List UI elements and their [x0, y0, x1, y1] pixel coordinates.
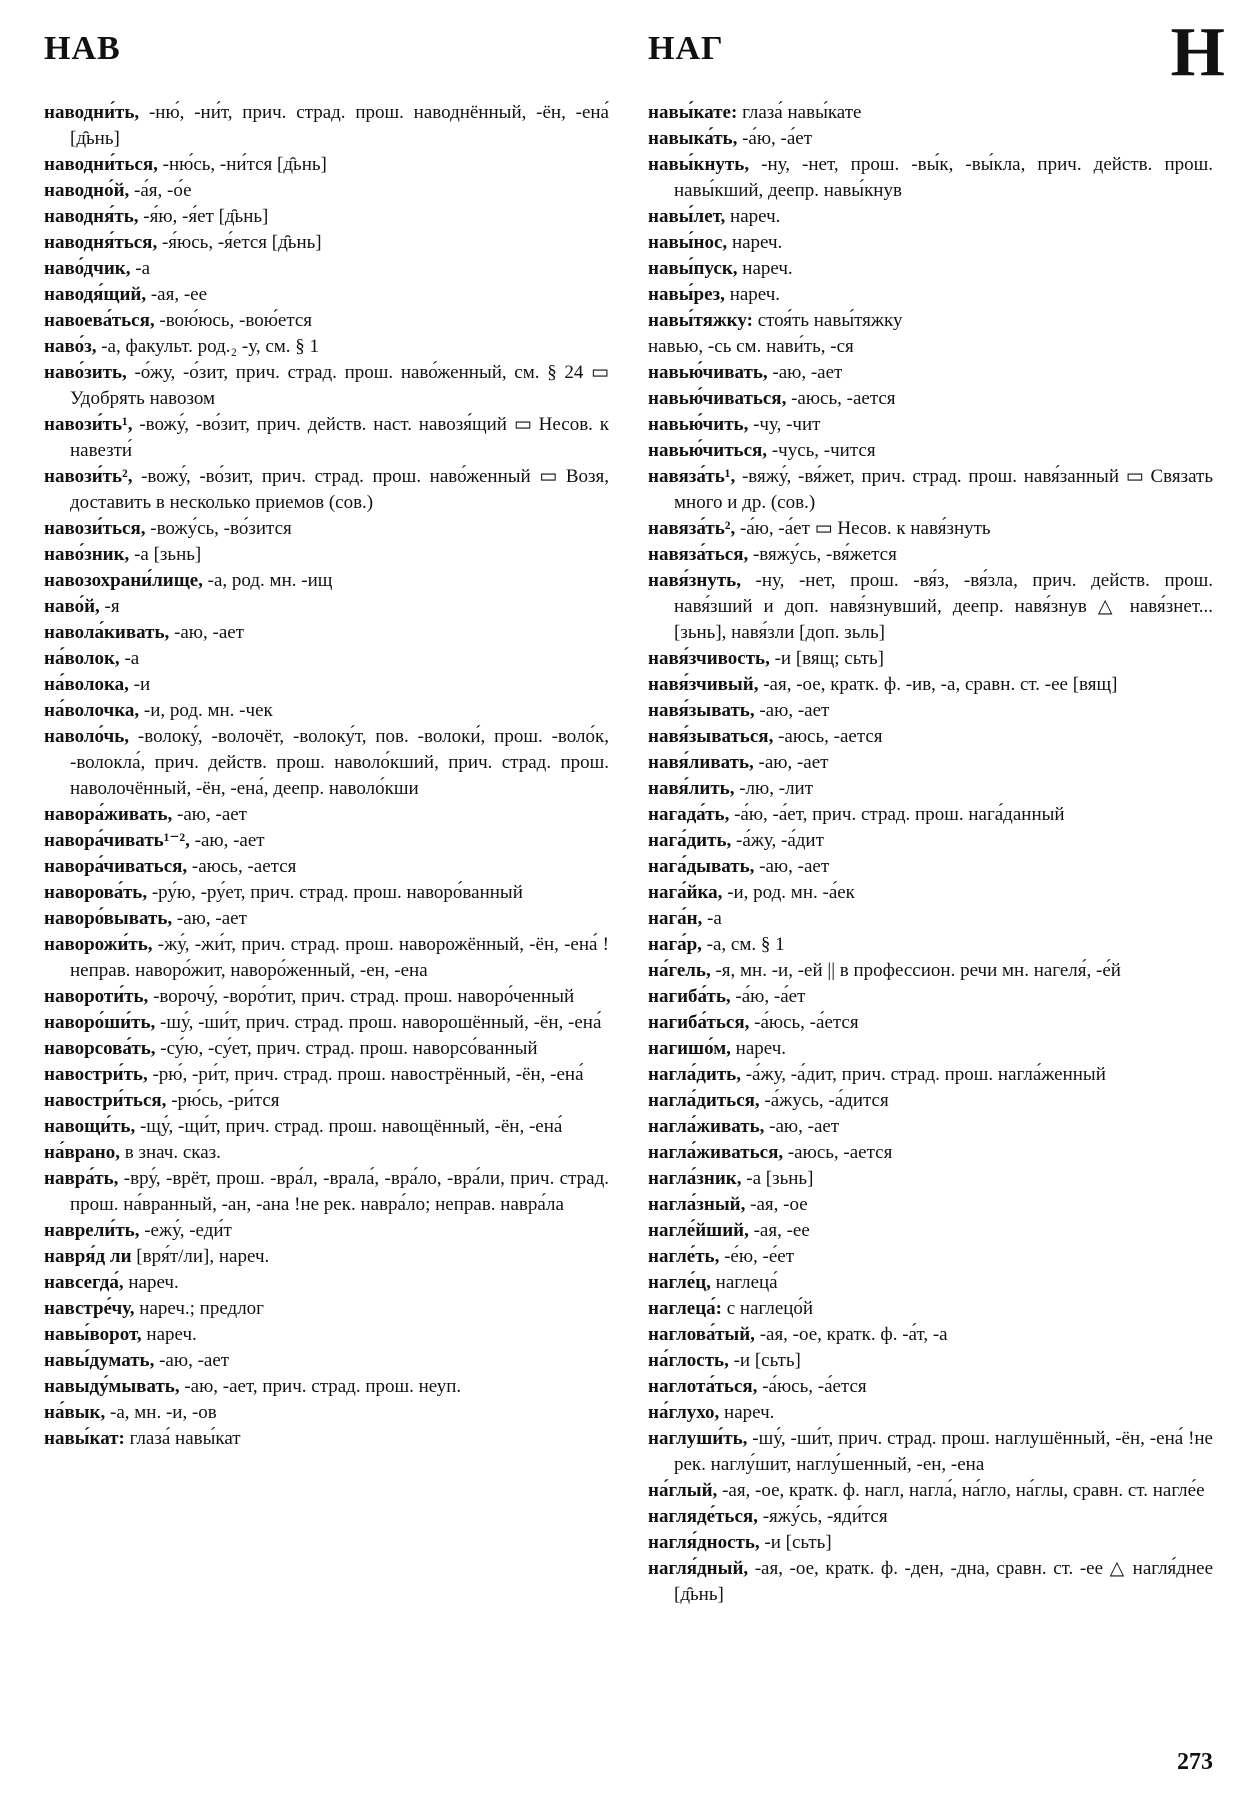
entry-forms: -а́жусь, -а́дится — [759, 1090, 889, 1111]
entry-headword: нагла́зник, — [648, 1168, 742, 1189]
entry-headword: навью́читься, — [648, 440, 768, 461]
entry-headword: нагла́диться, — [648, 1090, 760, 1111]
entry-forms: -а, см. § 1 — [701, 934, 785, 955]
entry-forms: -о́жу, -о́зит, прич. страд. прош. наво́женный, см. § 24 ▭ Удобрять навозом — [70, 362, 609, 409]
dictionary-entry — [44, 1166, 609, 1218]
entry-forms: -ворочу́, -воро́тит, прич. страд. прош. наворо́ченный — [148, 986, 575, 1007]
dictionary-entry — [648, 464, 1213, 516]
dictionary-entry — [44, 932, 609, 984]
dictionary-entry — [648, 1530, 1213, 1556]
dictionary-entry — [44, 1062, 609, 1088]
entry-headword: навора́чиваться, — [44, 856, 188, 877]
entry-headword: наврели́ть, — [44, 1220, 140, 1241]
dictionary-entry — [44, 1036, 609, 1062]
entry-forms: -аюсь, -ается — [786, 388, 896, 409]
entry-forms: -вяжу́сь, -вя́жется — [748, 544, 897, 565]
dictionary-entry — [648, 828, 1213, 854]
entry-headword: наворо́вывать, — [44, 908, 173, 929]
entry-forms: -вою́юсь, -вою́ется — [154, 310, 313, 331]
entry-forms: -и, род. мн. -чек — [139, 700, 273, 721]
section-letter: Н — [1170, 14, 1225, 91]
entry-forms: нареч. — [727, 232, 783, 253]
dictionary-entry — [648, 568, 1213, 646]
dictionary-entry — [44, 1218, 609, 1244]
entry-forms: -аюсь, -ается — [773, 726, 883, 747]
dictionary-entry — [44, 542, 609, 568]
dictionary-entry — [648, 152, 1213, 204]
entry-headword: навря́д ли — [44, 1246, 132, 1267]
entry-forms: -вяжу́, -вя́жет, прич. страд. прош. навя́занный ▭ Связать много и др. (сов.) — [674, 466, 1213, 513]
entry-headword: навола́кивать, — [44, 622, 170, 643]
entry-headword: нага́р, — [648, 934, 702, 955]
dictionary-entry — [44, 178, 609, 204]
entry-forms: -аю, -ает — [154, 1350, 230, 1371]
entry-forms: -и [сьть] — [759, 1532, 832, 1553]
entry-headword: навози́ть², — [44, 466, 133, 487]
dictionary-entry — [44, 308, 609, 334]
entry-headword: наглова́тый, — [648, 1324, 755, 1345]
entry-forms: -аю, -ает — [172, 908, 247, 929]
dictionary-entry — [648, 1010, 1213, 1036]
entry-forms: -лю, -лит — [734, 778, 814, 799]
right-column — [648, 100, 1213, 1608]
entry-forms: -аю, -ает — [189, 830, 265, 851]
entry-headword: навяза́ться, — [648, 544, 749, 565]
entry-forms: нареч.; предлог — [134, 1298, 264, 1319]
entry-headword: навора́чивать¹⁻², — [44, 830, 190, 851]
dictionary-entry — [44, 1270, 609, 1296]
entry-headword: наглуши́ть, — [648, 1428, 748, 1449]
entry-headword: на́волок, — [44, 648, 120, 669]
entry-forms: -а́жу, -а́дит — [731, 830, 824, 851]
entry-forms: -а [зьнь] — [741, 1168, 814, 1189]
entry-forms: -ая, -ое, кратк. ф. -ив, -а, сравн. ст. -ее [вящ] — [758, 674, 1118, 695]
running-head-left: НАВ — [44, 30, 121, 67]
dictionary-entry — [648, 776, 1213, 802]
dictionary-entry — [648, 724, 1213, 750]
entry-headword: навы́пуск, — [648, 258, 738, 279]
entry-headword: навози́ться, — [44, 518, 146, 539]
entry-headword: нагиба́ть, — [648, 986, 731, 1007]
dictionary-entry — [648, 1400, 1213, 1426]
entry-headword: на́вык, — [44, 1402, 106, 1423]
dictionary-entry — [648, 1192, 1213, 1218]
entry-forms: наглеца́ — [710, 1272, 778, 1293]
entry-headword: навя́лить, — [648, 778, 735, 799]
entry-forms: -яжу́сь, -яди́тся — [757, 1506, 888, 1527]
entry-headword: навя́зываться, — [648, 726, 774, 747]
entry-headword: навы́ворот, — [44, 1324, 142, 1345]
entry-headword: наводя́щий, — [44, 284, 147, 305]
dictionary-entry — [648, 100, 1213, 126]
entry-forms: -ая, -ее — [748, 1220, 810, 1241]
entry-forms: -вру́, -врёт, прош. -вра́л, -врала́, -вра́ло, -вра́ли, прич. страд. прош. на́вранный, -ан, -ана !не рек. навра́ло; неправ. навра́ла — [70, 1168, 609, 1215]
entry-headword: навя́ливать, — [648, 752, 754, 773]
entry-headword: наволо́чь, — [44, 726, 130, 747]
dictionary-entry — [648, 750, 1213, 776]
entry-forms: -а́ю, -а́ет ▭ Несов. к навя́знуть — [735, 518, 991, 539]
entry-forms: -аю, -ает — [169, 622, 244, 643]
entry-headword: нагля́дный, — [648, 1558, 749, 1579]
entry-forms: нареч. — [141, 1324, 197, 1345]
dictionary-entry — [648, 984, 1213, 1010]
entry-forms: -и [сьть] — [728, 1350, 801, 1371]
entry-headword: навя́зывать, — [648, 700, 755, 721]
entry-headword: нагла́живать, — [648, 1116, 765, 1137]
dictionary-entry — [44, 1322, 609, 1348]
entry-forms: -а — [702, 908, 722, 929]
entry-headword: наглеца́: — [648, 1298, 722, 1319]
running-head-right: НАГ — [648, 30, 724, 67]
dictionary-entry — [648, 1322, 1213, 1348]
entry-headword: навя́знуть, — [648, 570, 741, 591]
dictionary-entry — [648, 230, 1213, 256]
dictionary-entry — [648, 672, 1213, 698]
entry-forms: -а́юсь, -а́ется — [749, 1012, 859, 1033]
entry-headword: наворова́ть, — [44, 882, 148, 903]
entry-headword: на́глость, — [648, 1350, 729, 1371]
entry-forms: -е́ю, -е́ет — [719, 1246, 795, 1267]
entry-forms: навью, -сь см. нави́ть, -ся — [648, 336, 854, 357]
dictionary-entry — [648, 438, 1213, 464]
dictionary-entry — [648, 334, 1213, 360]
entry-forms: -я — [99, 596, 120, 617]
entry-headword: на́волока, — [44, 674, 129, 695]
entry-forms: -а́ю, -а́ет — [730, 986, 806, 1007]
entry-headword: наводня́ться, — [44, 232, 158, 253]
entry-forms: глаза́ навы́кат — [124, 1428, 241, 1449]
entry-forms: -а, мн. -и, -ов — [105, 1402, 217, 1423]
dictionary-entry — [648, 516, 1213, 542]
entry-forms: -я́ю, -я́ет [д̑ьнь] — [138, 206, 269, 227]
entry-headword: навью́чить, — [648, 414, 749, 435]
dictionary-entry — [44, 516, 609, 542]
entry-forms: нареч. — [730, 1038, 787, 1059]
left-column — [44, 100, 609, 1452]
dictionary-entry — [44, 880, 609, 906]
entry-forms: -вожу́, -во́зит, прич. страд. прош. наво́женный ▭ Возя, доставить в несколько приемов (сов.) — [70, 466, 609, 513]
entry-headword: навы́кнуть, — [648, 154, 750, 175]
entry-headword: нагиба́ться, — [648, 1012, 750, 1033]
dictionary-entry — [44, 568, 609, 594]
entry-forms: -а [зьнь] — [129, 544, 202, 565]
entry-forms: нареч. — [123, 1272, 179, 1293]
entry-forms: -а́юсь, -а́ется — [757, 1376, 867, 1397]
entry-headword: навы́нос, — [648, 232, 728, 253]
entry-headword: навы́кат: — [44, 1428, 125, 1449]
dictionary-entry — [648, 1426, 1213, 1478]
entry-headword: на́глый, — [648, 1480, 718, 1501]
dictionary-entry — [648, 698, 1213, 724]
entry-headword: наво́зник, — [44, 544, 130, 565]
entry-forms: в знач. сказ. — [119, 1142, 221, 1163]
entry-forms: -а́жу, -а́дит, прич. страд. прош. нагла́женный — [740, 1064, 1106, 1085]
dictionary-entry — [44, 1244, 609, 1270]
entry-forms: нареч. — [719, 1402, 775, 1423]
dictionary-entry — [648, 646, 1213, 672]
entry-forms: -аюсь, -ается — [783, 1142, 893, 1163]
entry-headword: наворо́ши́ть, — [44, 1012, 156, 1033]
dictionary-entry — [44, 464, 609, 516]
dictionary-entry — [44, 256, 609, 282]
entry-headword: навью́чивать, — [648, 362, 768, 383]
dictionary-entry — [648, 542, 1213, 568]
entry-headword: на́врано, — [44, 1142, 120, 1163]
entry-forms: -жу́, -жи́т, прич. страд. прош. наворожённый, -ён, -ена́ !неправ. наворо́жит, наворо́женный, -ен, -ена — [70, 934, 609, 981]
entry-headword: наво́з, — [44, 336, 97, 357]
dictionary-entry — [648, 1504, 1213, 1530]
entry-forms: -аю, -ает — [753, 752, 829, 773]
entry-headword: наворсова́ть, — [44, 1038, 156, 1059]
entry-forms: стоя́ть навы́тяжку — [752, 310, 903, 331]
dictionary-entry — [648, 802, 1213, 828]
entry-headword: наворожи́ть, — [44, 934, 153, 955]
entry-headword: навя́зчивость, — [648, 648, 770, 669]
dictionary-entry — [44, 802, 609, 828]
entry-forms: -ая, -ое, кратк. ф. -а́т, -а — [754, 1324, 948, 1345]
entry-forms: -ру́ю, -ру́ет, прич. страд. прош. наворо́ванный — [147, 882, 523, 903]
entry-forms: -и [вящ; сьть] — [769, 648, 884, 669]
entry-forms: -ню́, -ни́т, прич. страд. прош. наводнённый, -ён, -ена́ [д̑ьнь] — [70, 102, 609, 149]
dictionary-entry — [648, 1140, 1213, 1166]
entry-headword: нагляде́ться, — [648, 1506, 758, 1527]
dictionary-entry — [44, 1400, 609, 1426]
dictionary-entry — [648, 1244, 1213, 1270]
entry-headword: навощи́ть, — [44, 1116, 136, 1137]
dictionary-entry — [44, 1348, 609, 1374]
dictionary-entry — [44, 828, 609, 854]
entry-headword: навстре́чу, — [44, 1298, 135, 1319]
entry-headword: навостри́ться, — [44, 1090, 167, 1111]
entry-headword: нагла́зный, — [648, 1194, 746, 1215]
entry-forms: -а́я, -о́е — [129, 180, 192, 201]
dictionary-entry — [44, 230, 609, 256]
entry-headword: навыка́ть, — [648, 128, 738, 149]
entry-forms: -а́ю, -а́ет, прич. страд. прош. нага́данный — [729, 804, 1065, 825]
entry-forms: -аю, -ает — [767, 362, 843, 383]
entry-headword: наводни́ться, — [44, 154, 158, 175]
entry-headword: наво́й, — [44, 596, 100, 617]
entry-forms: -щу́, -щи́т, прич. страд. прош. навощённый, -ён, -ена́ — [135, 1116, 563, 1137]
dictionary-entry — [648, 360, 1213, 386]
entry-headword: навозохрани́лище, — [44, 570, 203, 591]
dictionary-entry — [648, 1218, 1213, 1244]
entry-forms: глаза́ навы́кате — [737, 102, 862, 123]
entry-headword: навороти́ть, — [44, 986, 149, 1007]
entry-headword: навози́ть¹, — [44, 414, 133, 435]
dictionary-entry — [44, 1296, 609, 1322]
entry-headword: нага́йка, — [648, 882, 723, 903]
dictionary-entry — [44, 1088, 609, 1114]
entry-forms: -а — [119, 648, 140, 669]
entry-forms: -ая, -ое, кратк. ф. нагл, нагла́, на́гло, на́глы, сравн. ст. нагле́е — [717, 1480, 1205, 1501]
entry-headword: навора́живать, — [44, 804, 173, 825]
dictionary-entry — [44, 620, 609, 646]
dictionary-entry — [44, 594, 609, 620]
dictionary-entry — [44, 100, 609, 152]
entry-headword: нагля́дность, — [648, 1532, 760, 1553]
entry-forms: -аю, -ает — [172, 804, 247, 825]
dictionary-entry — [648, 1270, 1213, 1296]
dictionary-entry — [44, 204, 609, 230]
dictionary-entry — [648, 412, 1213, 438]
entry-headword: навы́рез, — [648, 284, 725, 305]
entry-headword: нагле́ть, — [648, 1246, 720, 1267]
entry-forms: -ая, -ое — [745, 1194, 808, 1215]
entry-forms: -чусь, -чится — [767, 440, 876, 461]
entry-headword: наводни́ть, — [44, 102, 140, 123]
entry-headword: наво́дчик, — [44, 258, 131, 279]
entry-headword: навяза́ть¹, — [648, 466, 736, 487]
entry-forms: -я, мн. -и, -ей || в профессион. речи мн. нагеля́, -е́й — [710, 960, 1121, 981]
entry-headword: навыду́мывать, — [44, 1376, 180, 1397]
dictionary-entry — [648, 1296, 1213, 1322]
entry-forms: -а, род. мн. -ищ — [202, 570, 333, 591]
entry-headword: навы́думать, — [44, 1350, 155, 1371]
dictionary-entry — [44, 698, 609, 724]
dictionary-entry — [44, 1114, 609, 1140]
entry-headword: навы́лет, — [648, 206, 726, 227]
entry-forms: нареч. — [737, 258, 793, 279]
entry-forms: -а — [130, 258, 151, 279]
dictionary-entry — [648, 880, 1213, 906]
entry-headword: навра́ть, — [44, 1168, 119, 1189]
dictionary-entry — [648, 1062, 1213, 1088]
entry-forms: -ню́сь, -ни́тся [д̑ьнь] — [157, 154, 327, 175]
entry-forms: -чу, -чит — [748, 414, 821, 435]
entry-forms: -аюсь, -ается — [187, 856, 297, 877]
dictionary-entry — [648, 126, 1213, 152]
dictionary-entry — [44, 152, 609, 178]
entry-headword: нагишо́м, — [648, 1038, 731, 1059]
dictionary-entry — [44, 984, 609, 1010]
entry-forms: -ежу́, -еди́т — [139, 1220, 232, 1241]
dictionary-entry — [648, 932, 1213, 958]
entry-forms: нареч. — [724, 284, 781, 305]
entry-headword: нага́н, — [648, 908, 703, 929]
entry-headword: навью́чиваться, — [648, 388, 787, 409]
entry-forms: -ая, -ее — [146, 284, 208, 305]
dictionary-entry — [648, 906, 1213, 932]
entry-headword: нагла́живаться, — [648, 1142, 784, 1163]
entry-forms: -я́юсь, -я́ется [д̑ьнь] — [157, 232, 322, 253]
entry-headword: наглота́ться, — [648, 1376, 758, 1397]
dictionary-entry — [648, 282, 1213, 308]
dictionary-entry — [44, 906, 609, 932]
entry-forms: -аю, -ает — [754, 856, 830, 877]
dictionary-entry — [648, 1556, 1213, 1608]
entry-forms: -рю́, -ри́т, прич. страд. прош. навострённый, -ён, -ена́ — [147, 1064, 584, 1085]
entry-headword: на́гель, — [648, 960, 711, 981]
entry-headword: наво́зить, — [44, 362, 127, 383]
entry-headword: наводно́й, — [44, 180, 130, 201]
entry-headword: нагла́дить, — [648, 1064, 741, 1085]
entry-forms: -шу́, -ши́т, прич. страд. прош. наглушённый, -ён, -ена́ !не рек. наглу́шит, наглу́шенный, -ен, -ена — [674, 1428, 1213, 1475]
dictionary-entry — [44, 672, 609, 698]
entry-forms: нареч. — [725, 206, 781, 227]
entry-forms: -и, род. мн. -а́ек — [722, 882, 855, 903]
dictionary-entry — [44, 1140, 609, 1166]
entry-forms: -и — [128, 674, 151, 695]
entry-headword: на́волочка, — [44, 700, 140, 721]
entry-forms: -вожу́сь, -во́зится — [145, 518, 292, 539]
entry-forms: -вожу́, -во́зит, прич. действ. наст. навозя́щий ▭ Несов. к навезти́ — [70, 414, 609, 461]
entry-headword: навоева́ться, — [44, 310, 155, 331]
entry-headword: навя́зчивый, — [648, 674, 759, 695]
entry-headword: навы́кате: — [648, 102, 738, 123]
entry-forms: [вря́т/ли], нареч. — [131, 1246, 270, 1267]
entry-headword: нага́дить, — [648, 830, 732, 851]
dictionary-entry — [648, 1088, 1213, 1114]
dictionary-entry — [44, 724, 609, 802]
entry-forms: с наглецо́й — [721, 1298, 814, 1319]
dictionary-entry — [648, 386, 1213, 412]
entry-forms: -волоку́, -волочёт, -волоку́т, пов. -волоки́, прош. -воло́к, -волокла́, прич. действ. прош. наволо́кший, прич. страд. прош. наволочённый, -ён, -ена́, деепр. наволо́кши — [70, 726, 609, 799]
dictionary-entry — [648, 958, 1213, 984]
dictionary-entry — [648, 308, 1213, 334]
dictionary-entry — [44, 334, 609, 360]
dictionary-entry — [648, 1036, 1213, 1062]
entry-forms: -аю, -ает — [754, 700, 830, 721]
entry-forms: -рю́сь, -ри́тся — [166, 1090, 280, 1111]
entry-headword: нагле́ц, — [648, 1272, 711, 1293]
entry-headword: навсегда́, — [44, 1272, 124, 1293]
entry-forms: -шу́, -ши́т, прич. страд. прош. наворошённый, -ён, -ена́ — [155, 1012, 602, 1033]
dictionary-entry — [44, 282, 609, 308]
dictionary-entry — [44, 412, 609, 464]
dictionary-entry — [648, 1348, 1213, 1374]
dictionary-entry — [648, 1374, 1213, 1400]
entry-headword: наводня́ть, — [44, 206, 139, 227]
dictionary-entry — [44, 360, 609, 412]
dictionary-entry — [648, 1114, 1213, 1140]
entry-forms: -ну, -нет, прош. -вы́к, -вы́кла, прич. действ. прош. навы́кший, деепр. навы́кнув — [674, 154, 1213, 201]
dictionary-entry — [648, 854, 1213, 880]
dictionary-entry — [44, 854, 609, 880]
entry-forms: -ну, -нет, прош. -вя́з, -вя́зла, прич. действ. прош. навя́зший и доп. навя́знувший, деепр. навя́знув △ навя́знет... [зьнь], навя́зли [доп. зьль] — [674, 570, 1213, 643]
entry-forms: -су́ю, -су́ет, прич. страд. прош. наворсо́ванный — [155, 1038, 538, 1059]
entry-forms: -а, факульт. род.₂ -у, см. § 1 — [96, 336, 320, 357]
dictionary-entry — [648, 1166, 1213, 1192]
entry-headword: на́глухо, — [648, 1402, 720, 1423]
dictionary-entry — [44, 1374, 609, 1400]
dictionary-entry — [44, 1010, 609, 1036]
entry-forms: -аю, -ает, прич. страд. прош. неуп. — [179, 1376, 462, 1397]
dictionary-entry — [648, 1478, 1213, 1504]
page-number: 273 — [1177, 1749, 1213, 1775]
dictionary-entry — [44, 1426, 609, 1452]
entry-headword: нагле́йший, — [648, 1220, 749, 1241]
dictionary-entry — [44, 646, 609, 672]
entry-forms: -аю, -ает — [764, 1116, 840, 1137]
entry-headword: нага́дывать, — [648, 856, 755, 877]
entry-headword: навяза́ть², — [648, 518, 736, 539]
dictionary-entry — [648, 204, 1213, 230]
entry-headword: навостри́ть, — [44, 1064, 148, 1085]
entry-forms: -а́ю, -а́ет — [737, 128, 813, 149]
entry-forms: -ая, -ое, кратк. ф. -ден, -дна, сравн. ст. -ее △ нагля́днее [д̑ьнь] — [674, 1558, 1213, 1605]
entry-headword: навы́тяжку: — [648, 310, 753, 331]
dictionary-entry — [648, 256, 1213, 282]
entry-headword: нагада́ть, — [648, 804, 730, 825]
